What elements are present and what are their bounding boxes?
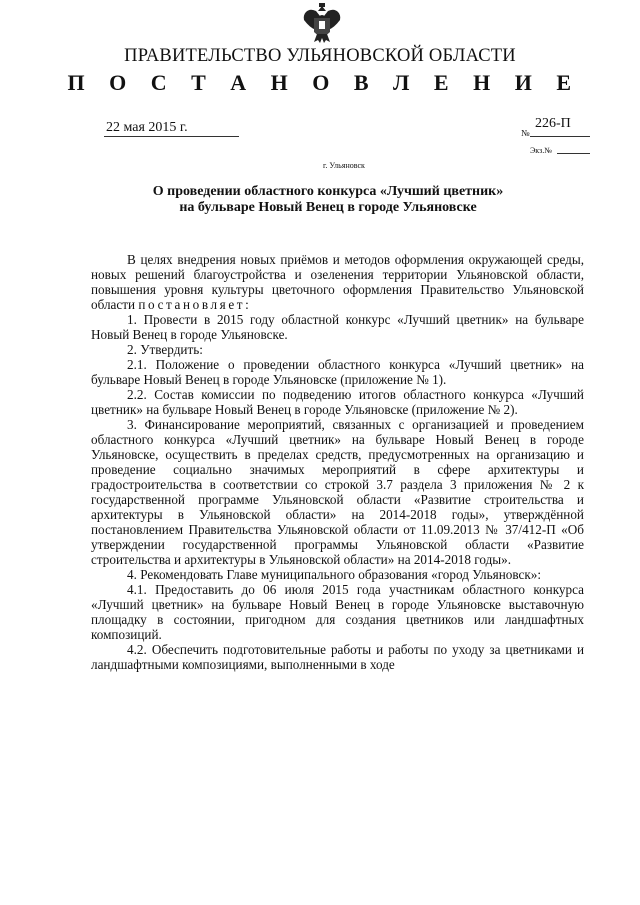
date-underline xyxy=(104,136,239,137)
title-line-1: О проведении областного конкурса «Лучший цветник» xyxy=(152,184,504,199)
document-title xyxy=(0,184,640,216)
document-body xyxy=(91,252,584,672)
coat-of-arms-icon xyxy=(300,2,344,44)
paragraph-2: 2. Утвердить: xyxy=(127,342,203,357)
paragraph-2-1: 2.1. Положение о проведении областного конкурса «Лучший цветник» на бульваре Новый Венец в городе Ульяновске (приложение № 1). xyxy=(91,357,584,387)
number-label: № xyxy=(521,128,530,138)
paragraph-3: 3. Финансирование мероприятий, связанных с организацией и проведением областного конкурса «Лучший цветник» на бульваре Новый Венец в городе Ульяновске, осуществить в пределах средств, предусмотренных на организацию и проведение социально значимых мероприятий в сфере архитектуры и градостроительства в соответствии со строкой 3.7 раздела 3 приложения № 2 к государственной программе Ульяновской области «Развитие строительства и архитектуры в Ульяновской области» на 2014-2018 годы», утверждённой постановлением Правительства Ульяновской области от 11.09.2013 № 37/412-П «Об утверждении государственной программы Ульяновской области «Развитие строительства и архитектуры в Ульяновской области» на 2014-2018 годы». xyxy=(91,417,584,567)
paragraph-1: 1. Провести в 2015 году областной конкурс «Лучший цветник» на бульваре Новый Венец в городе Ульяновске. xyxy=(91,312,584,342)
document-type: П О С Т А Н О В Л Е Н И Е xyxy=(67,70,581,95)
document-number: 226-П xyxy=(535,116,571,131)
paragraph-4-1: 4.1. Предоставить до 06 июля 2015 года участникам областного конкурса «Лучший цветник» на бульваре Новый Венец в городе Ульяновске выставочную площадку в состоянии, пригодном для создания цветников или ландшафтных композиций. xyxy=(91,582,584,642)
title-line-2: на бульваре Новый Венец в городе Ульяновске xyxy=(179,200,477,215)
government-name: ПРАВИТЕЛЬСТВО УЛЬЯНОВСКОЙ ОБЛАСТИ xyxy=(124,46,516,66)
document-date: 22 мая 2015 г. xyxy=(106,120,188,135)
decree-word: постановляет: xyxy=(138,297,252,312)
copy-number-label: Экз.№ xyxy=(530,146,552,155)
copy-number-underline xyxy=(557,153,590,154)
intro-text: В целях внедрения новых приёмов и методов оформления окружающей среды, новых решений благоустройства и озеленения территории Ульяновской области, повышения уровня культуры цветочного оформления Правительство Ульяновской области xyxy=(91,252,584,312)
paragraph-intro xyxy=(91,252,584,312)
paragraph-4-2: 4.2. Обеспечить подготовительные работы и работы по уходу за цветниками и ландшафтными композициями, выполненными в ходе xyxy=(91,642,584,672)
paragraph-2-2: 2.2. Состав комиссии по подведению итогов областного конкурса «Лучший цветник» на бульваре Новый Венец в городе Ульяновске (приложение № 2). xyxy=(91,387,584,417)
city: г. Ульяновск xyxy=(323,161,365,170)
paragraph-4: 4. Рекомендовать Главе муниципального образования «город Ульяновск»: xyxy=(127,567,542,582)
number-underline xyxy=(530,136,590,137)
